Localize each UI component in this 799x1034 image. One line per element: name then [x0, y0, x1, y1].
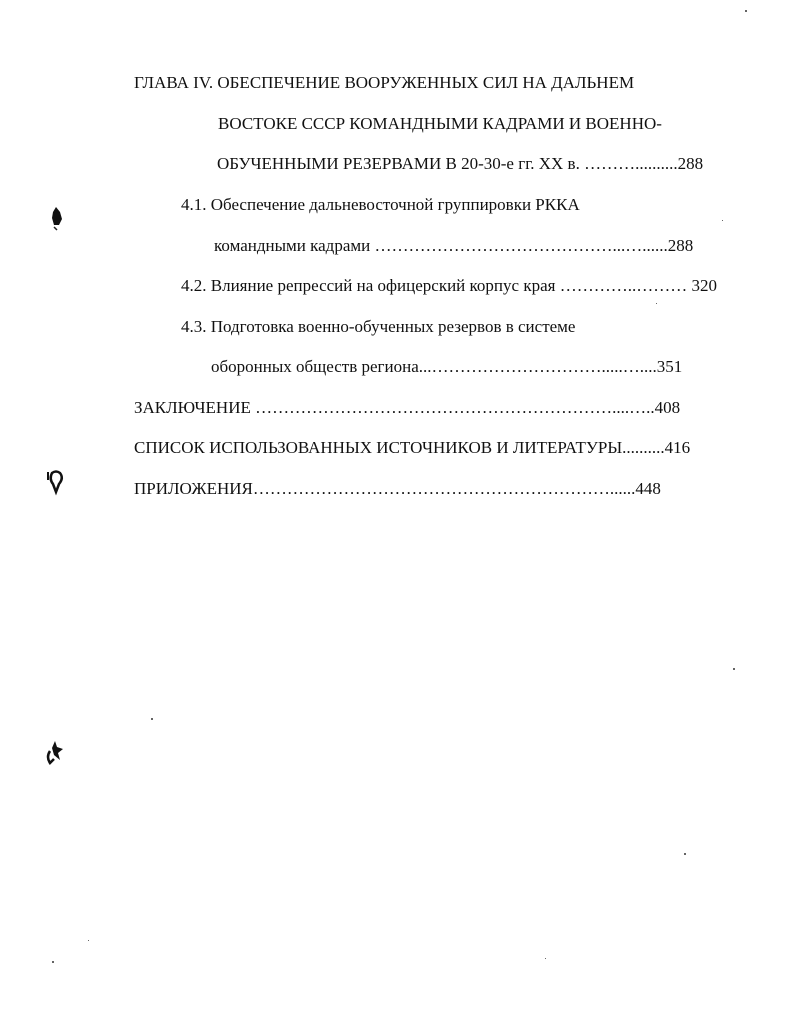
- toc-section-4-3-line2: оборонных обществ региона...………………………….....…....351: [211, 357, 683, 376]
- toc-chapter4-title-line3: ОБУЧЕННЫМИ РЕЗЕРВАМИ В 20-30-е гг. XX в. ………..........288: [217, 154, 704, 173]
- scan-speck: [545, 958, 546, 959]
- toc-appendices: ПРИЛОЖЕНИЯ………………………………………………………......448: [134, 479, 661, 498]
- toc-section-4-2: 4.2. Влияние репрессий на офицерский корпус края …………..……… 320: [181, 276, 717, 295]
- scan-smudge-mark: [46, 204, 68, 232]
- scan-smudge-mark: [42, 468, 68, 498]
- scan-speck: [733, 668, 735, 670]
- toc-sources-and-literature: СПИСОК ИСПОЛЬЗОВАННЫХ ИСТОЧНИКОВ И ЛИТЕРАТУРЫ..........416: [134, 438, 691, 457]
- scan-speck: [151, 718, 153, 720]
- toc-section-4-3-line1: 4.3. Подготовка военно-обученных резервов в системе: [181, 317, 576, 336]
- scan-speck: [88, 940, 89, 941]
- scan-speck: [722, 220, 723, 221]
- scan-speck: [52, 961, 54, 963]
- toc-chapter4-title-line2: ВОСТОКЕ СССР КОМАНДНЫМИ КАДРАМИ И ВОЕННО-: [218, 114, 662, 133]
- scan-speck: [745, 10, 747, 12]
- scan-smudge-mark: [42, 737, 70, 767]
- toc-section-4-1-line2: командными кадрами ……………………………………...…......288: [214, 236, 694, 255]
- scan-speck: [656, 303, 657, 304]
- toc-section-4-1-line1: 4.1. Обеспечение дальневосточной группировки РККА: [181, 195, 580, 214]
- toc-chapter4-title-line1: ГЛАВА IV. ОБЕСПЕЧЕНИЕ ВООРУЖЕННЫХ СИЛ НА ДАЛЬНЕМ: [134, 73, 635, 92]
- toc-conclusion: ЗАКЛЮЧЕНИЕ ………………………………………………………....…..408: [134, 398, 681, 417]
- scan-speck: [684, 853, 686, 855]
